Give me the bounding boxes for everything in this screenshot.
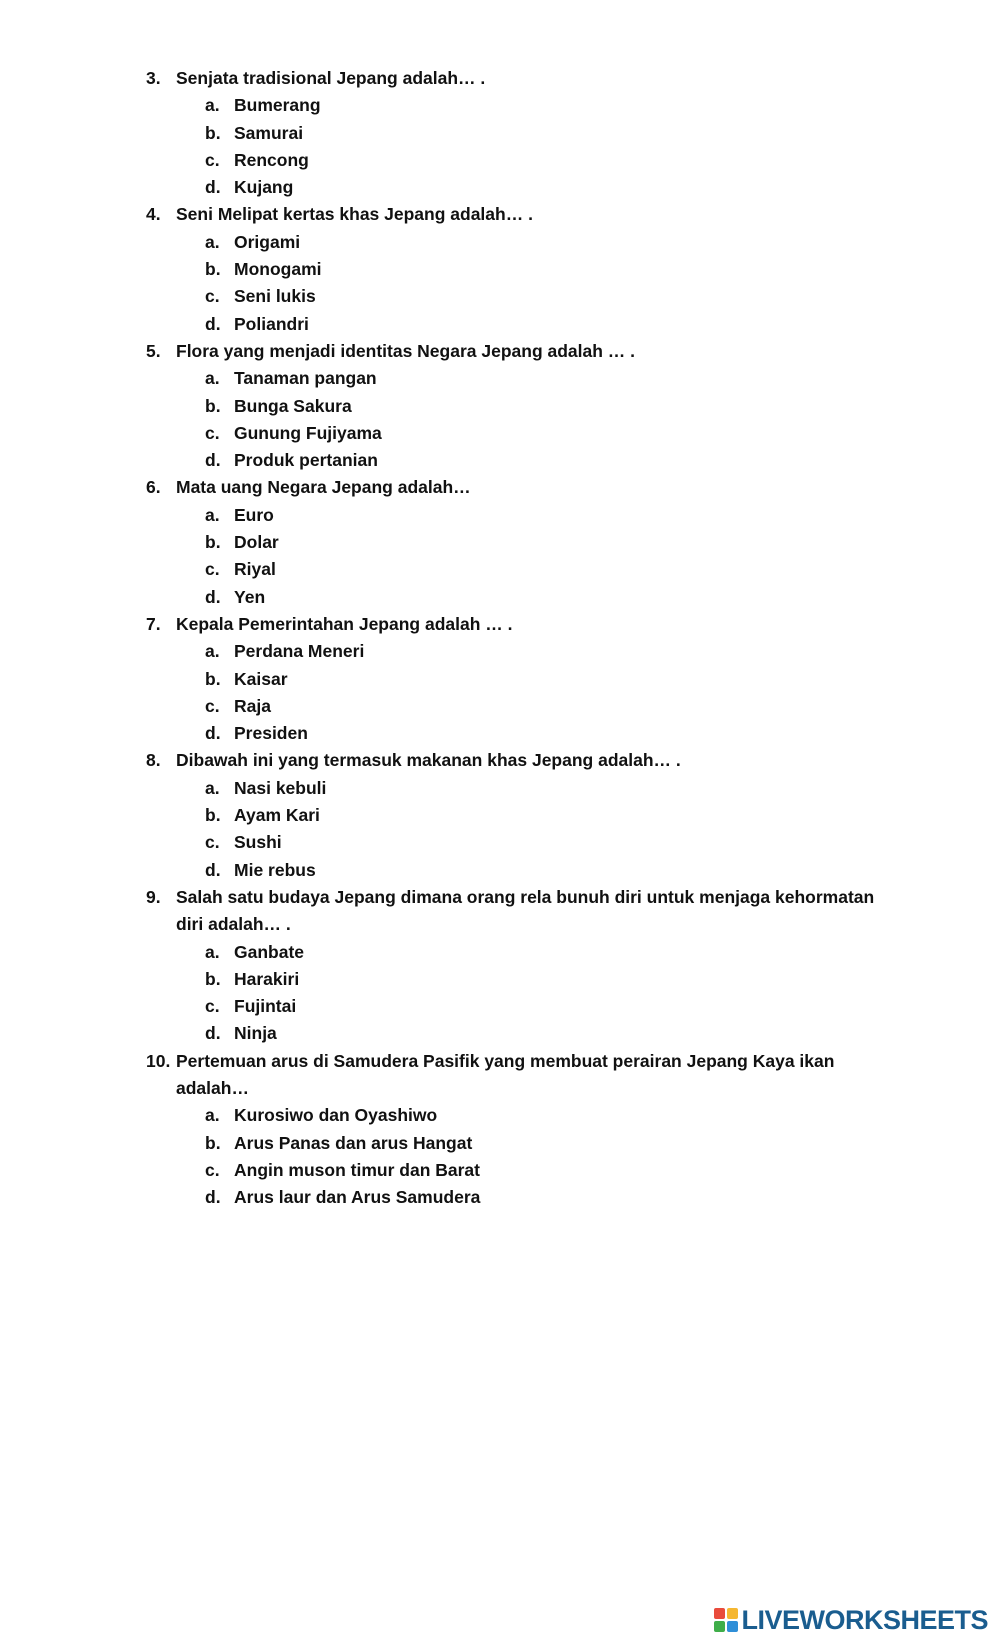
question-text: Salah satu budaya Jepang dimana orang rela bunuh diri untuk menjaga kehormatan diri adalah… . [176, 886, 875, 935]
option-letter: c. [205, 422, 220, 443]
question-line [146, 474, 886, 501]
answer-option [205, 393, 886, 420]
question-line [146, 1048, 886, 1103]
answer-option [205, 857, 886, 884]
option-text: Ninja [234, 1023, 277, 1044]
answer-option [205, 120, 886, 147]
answer-option [205, 939, 886, 966]
answer-option [205, 92, 886, 119]
option-text: Bumerang [234, 95, 321, 116]
option-letter: b. [205, 805, 221, 826]
answer-option [205, 283, 886, 310]
answer-option [205, 829, 886, 856]
option-letter: c. [205, 832, 220, 853]
option-text: Presiden [234, 723, 308, 744]
answer-option [205, 256, 886, 283]
answer-option [205, 584, 886, 611]
question-line [146, 884, 886, 939]
option-letter: c. [205, 996, 220, 1017]
option-text: Arus Panas dan arus Hangat [234, 1132, 473, 1153]
question-text: Pertemuan arus di Samudera Pasifik yang membuat perairan Jepang Kaya ikan adalah… [176, 1050, 835, 1098]
question-number: 7. [146, 613, 161, 634]
option-text: Nasi kebuli [234, 777, 327, 798]
question-line [146, 747, 886, 774]
mark-square-4 [727, 1621, 738, 1632]
option-text: Sushi [234, 832, 282, 853]
question-5 [146, 338, 886, 474]
option-text: Raja [234, 695, 271, 716]
option-letter: b. [205, 668, 221, 689]
option-letter: d. [205, 1023, 221, 1044]
option-letter: b. [205, 968, 221, 989]
answer-option [205, 1157, 886, 1184]
question-text: Flora yang menjadi identitas Negara Jepang adalah … . [176, 340, 636, 361]
answer-option [205, 802, 886, 829]
question-number: 10. [146, 1050, 171, 1071]
question-8 [146, 747, 886, 883]
option-text: Samurai [234, 122, 304, 143]
option-text: Perdana Meneri [234, 641, 365, 662]
answer-option [205, 229, 886, 256]
question-number: 5. [146, 340, 161, 361]
option-text: Fujintai [234, 996, 297, 1017]
answer-option [205, 556, 886, 583]
question-line [146, 611, 886, 638]
question-line [146, 65, 886, 92]
option-letter: a. [205, 641, 220, 662]
option-letter: a. [205, 1105, 220, 1126]
answer-option [205, 420, 886, 447]
question-text: Kepala Pemerintahan Jepang adalah … . [176, 613, 513, 634]
answer-option [205, 775, 886, 802]
question-list [146, 65, 886, 1211]
option-letter: d. [205, 1187, 221, 1208]
question-4 [146, 201, 886, 337]
option-text: Angin muson timur dan Barat [234, 1159, 480, 1180]
option-text: Harakiri [234, 968, 300, 989]
mark-square-3 [714, 1621, 725, 1632]
option-text: Ganbate [234, 941, 305, 962]
answer-option [205, 720, 886, 747]
question-number: 4. [146, 204, 161, 225]
option-letter: b. [205, 259, 221, 280]
option-text: Monogami [234, 259, 322, 280]
answer-option [205, 1020, 886, 1047]
liveworksheets-mark-icon [714, 1608, 738, 1632]
question-text: Senjata tradisional Jepang adalah… . [176, 68, 486, 88]
question-number: 9. [146, 886, 161, 907]
option-letter: a. [205, 777, 220, 798]
option-letter: c. [205, 149, 220, 170]
question-7 [146, 611, 886, 747]
answer-option [205, 693, 886, 720]
mark-square-2 [727, 1608, 738, 1619]
option-text: Seni lukis [234, 286, 316, 307]
option-letter: a. [205, 504, 220, 525]
option-text: Produk pertanian [234, 450, 378, 471]
answer-option [205, 529, 886, 556]
liveworksheets-logo [714, 1605, 988, 1635]
option-letter: a. [205, 941, 220, 962]
option-text: Gunung Fujiyama [234, 422, 382, 443]
logo-text: LIVEWORKSHEETS [741, 1604, 988, 1635]
answer-option [205, 447, 886, 474]
option-letter: b. [205, 532, 221, 553]
option-text: Kurosiwo dan Oyashiwo [234, 1105, 438, 1126]
option-letter: c. [205, 559, 220, 580]
option-text: Bunga Sakura [234, 395, 352, 416]
option-letter: d. [205, 859, 221, 880]
option-text: Poliandri [234, 313, 309, 334]
answer-option [205, 1184, 886, 1211]
mark-square-1 [714, 1608, 725, 1619]
option-text: Yen [234, 586, 266, 607]
question-line [146, 201, 886, 228]
answer-option [205, 638, 886, 665]
option-letter: d. [205, 450, 221, 471]
option-text: Arus laur dan Arus Samudera [234, 1187, 481, 1208]
option-letter: d. [205, 723, 221, 744]
answer-option [205, 147, 886, 174]
option-text: Kujang [234, 177, 294, 198]
option-letter: b. [205, 122, 221, 143]
answer-option [205, 1102, 886, 1129]
answer-option [205, 365, 886, 392]
question-3 [146, 65, 886, 201]
question-9 [146, 884, 886, 1048]
option-letter: a. [205, 368, 220, 389]
option-text: Rencong [234, 149, 309, 170]
answer-option [205, 502, 886, 529]
option-text: Ayam Kari [234, 805, 320, 826]
option-letter: a. [205, 231, 220, 252]
option-text: Mie rebus [234, 859, 316, 880]
option-letter: b. [205, 1132, 221, 1153]
question-text: Dibawah ini yang termasuk makanan khas Jepang adalah… . [176, 750, 681, 771]
answer-option [205, 174, 886, 201]
question-text: Seni Melipat kertas khas Jepang adalah… . [176, 204, 533, 225]
answer-option [205, 666, 886, 693]
option-text: Dolar [234, 532, 279, 553]
option-text: Tanaman pangan [234, 368, 377, 389]
answer-option [205, 966, 886, 993]
option-text: Euro [234, 504, 274, 525]
option-letter: b. [205, 395, 221, 416]
option-letter: d. [205, 313, 221, 334]
question-line [146, 338, 886, 365]
option-text: Kaisar [234, 668, 288, 689]
answer-option [205, 993, 886, 1020]
option-letter: c. [205, 1159, 220, 1180]
question-6 [146, 474, 886, 610]
option-letter: c. [205, 695, 220, 716]
option-letter: a. [205, 95, 220, 116]
answer-option [205, 311, 886, 338]
option-letter: d. [205, 586, 221, 607]
option-text: Origami [234, 231, 301, 252]
question-text: Mata uang Negara Jepang adalah… [176, 477, 471, 498]
question-number: 6. [146, 477, 161, 498]
question-number: 3. [146, 68, 161, 88]
question-10 [146, 1048, 886, 1212]
answer-option [205, 1130, 886, 1157]
option-letter: c. [205, 286, 220, 307]
option-text: Riyal [234, 559, 276, 580]
option-letter: d. [205, 177, 221, 198]
question-number: 8. [146, 750, 161, 771]
